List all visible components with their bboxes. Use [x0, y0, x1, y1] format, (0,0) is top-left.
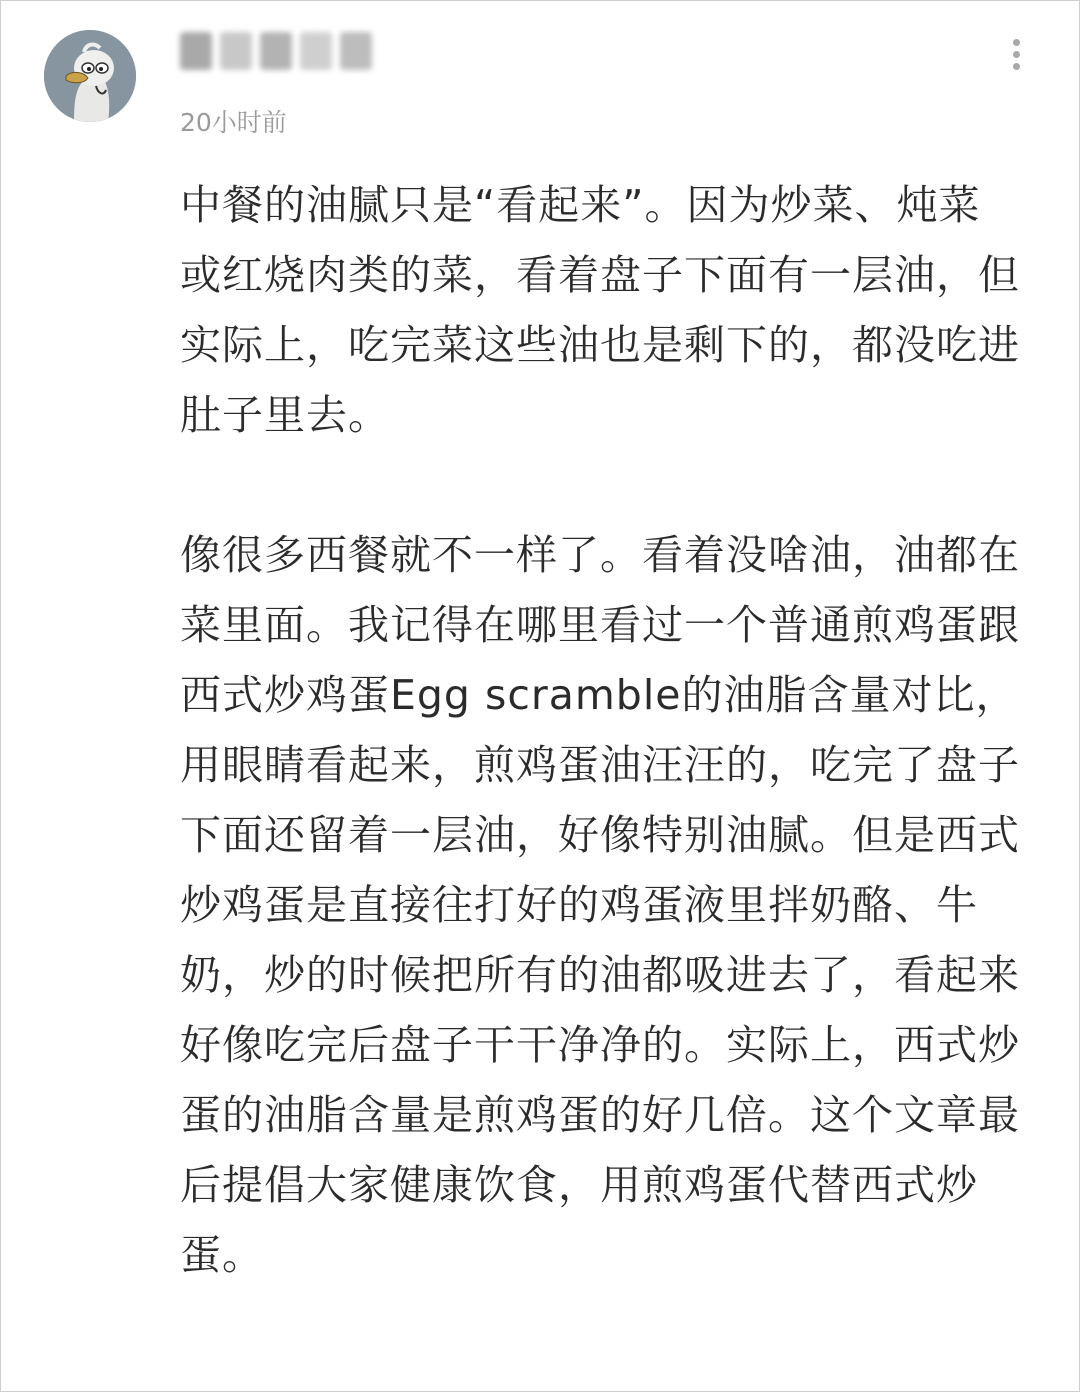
avatar[interactable] — [44, 30, 136, 122]
comment-header — [0, 0, 1080, 150]
comment-paragraph-2: 像很多西餐就不一样了。看着没啥油，油都在菜里面。我记得在哪里看过一个普通煎鸡蛋跟西式炒鸡蛋Egg scramble的油脂含量对比，用眼睛看起来，煎鸡蛋油汪汪的，吃完了盘子下面还留着一层油，好像特别油腻。但是西式炒鸡蛋是直接往打好的鸡蛋液里拌奶酪、牛奶，炒的时候把所有的油都吸进去了，看起来好像吃完后盘子干干净净的。实际上，西式炒蛋的油脂含量是煎鸡蛋的好几倍。这个文章最后提倡大家健康饮食，用煎鸡蛋代替西式炒蛋。 — [180, 531, 1020, 1279]
vertical-ellipsis-icon — [1013, 39, 1020, 46]
more-options-button[interactable] — [998, 34, 1034, 74]
comment-body — [180, 170, 1020, 1290]
username-blurred — [180, 32, 372, 70]
timestamp: 20小时前 — [180, 108, 287, 137]
cartoon-duck-avatar-icon — [44, 30, 136, 122]
comment-paragraph-1: 中餐的油腻只是“看起来”。因为炒菜、炖菜或红烧肉类的菜，看着盘子下面有一层油，但实际上，吃完菜这些油也是剩下的，都没吃进肚子里去。 — [180, 181, 1020, 439]
